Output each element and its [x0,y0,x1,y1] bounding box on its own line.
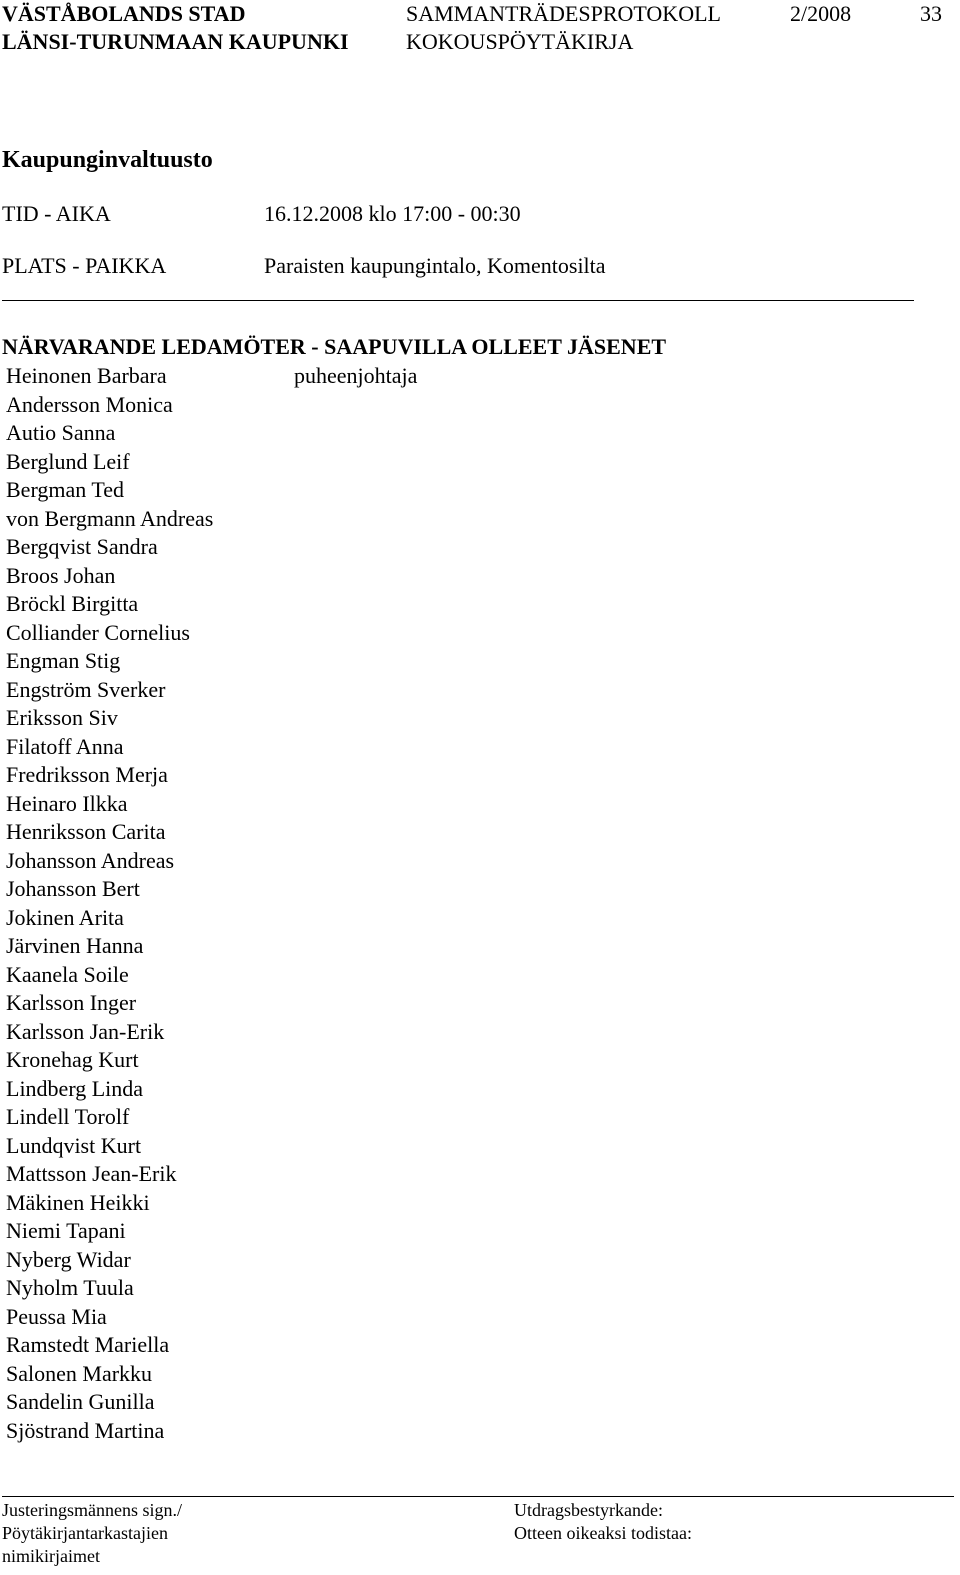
member-name: Engman Stig [6,648,121,673]
member-name: Jokinen Arita [6,904,124,930]
member-name: Niemi Tapani [6,1218,126,1243]
place-value: Paraisten kaupungintalo, Komentosilta [264,253,606,278]
member-name: Lindell Torolf [6,1104,130,1129]
time-value: 16.12.2008 klo 17:00 - 00:30 [264,201,521,226]
footer-divider [2,1496,954,1497]
member-name: Kaanela Soile [6,961,129,987]
member-name: Henriksson Carita [6,819,166,844]
member-name: Berglund Leif [6,448,130,474]
member-name: Eriksson Siv [6,705,118,730]
member-name: Karlsson Jan-Erik [6,1018,165,1044]
protocol-number: 2/2008 [790,1,852,26]
member-name: Filatoff Anna [6,733,124,759]
member-name: Heinonen Barbara [6,363,167,388]
member-name: Sandelin Gunilla [6,1389,155,1414]
certification-label-sv: Utdragsbestyrkande: [514,1500,663,1520]
member-name: Andersson Monica [6,391,173,417]
member-name: Peussa Mia [6,1303,107,1329]
member-name: Broos Johan [6,562,116,588]
body-title: Kaupunginvaltuusto [2,147,213,173]
member-name: Johansson Bert [6,876,140,901]
time-label: TID - AIKA [2,201,111,226]
chair-role: puheenjohtaja [294,363,418,388]
member-name: Bergqvist Sandra [6,534,158,559]
org-name-fi: LÄNSI-TURUNMAAN KAUPUNKI [2,29,349,54]
member-name: Johansson Andreas [6,847,175,873]
member-name: Ramstedt Mariella [6,1332,170,1357]
page-number: 33 [920,1,942,26]
member-name: Kronehag Kurt [6,1047,139,1072]
member-name: von Bergmann Andreas [6,505,214,531]
member-name: Karlsson Inger [6,990,137,1015]
certification-label-fi: Otteen oikeaksi todistaa: [514,1523,692,1543]
member-name: Nyholm Tuula [6,1275,134,1300]
members-heading: NÄRVARANDE LEDAMÖTER - SAAPUVILLA OLLEET JÄSENET [2,334,667,359]
header-divider [2,300,914,301]
signature-label-sv: Justeringsmännens sign./ [2,1500,182,1520]
doc-type-sv: SAMMANTRÄDESPROTOKOLL [406,1,721,26]
member-name: Mattsson Jean-Erik [6,1161,177,1186]
signature-label-fi-2: nimikirjaimet [2,1546,100,1566]
place-label: PLATS - PAIKKA [2,253,167,278]
member-name: Mäkinen Heikki [6,1189,150,1215]
member-name: Colliander Cornelius [6,619,190,645]
member-name: Lundqvist Kurt [6,1132,142,1158]
member-name: Engström Sverker [6,676,166,702]
member-name: Lindberg Linda [6,1075,144,1101]
doc-type-fi: KOKOUSPÖYTÄKIRJA [406,29,634,54]
member-name: Heinaro Ilkka [6,790,128,816]
member-name: Sjöstrand Martina [6,1417,165,1443]
member-name: Bröckl Birgitta [6,591,139,616]
signature-label-fi: Pöytäkirjantarkastajien [2,1523,168,1543]
member-name: Nyberg Widar [6,1246,131,1272]
member-name: Autio Sanna [6,420,116,445]
member-name: Salonen Markku [6,1360,153,1386]
org-name-sv: VÄSTÅBOLANDS STAD [2,1,246,26]
member-name: Fredriksson Merja [6,762,168,787]
members-list [6,362,213,1445]
member-name: Bergman Ted [6,477,125,502]
member-name: Järvinen Hanna [6,933,144,958]
